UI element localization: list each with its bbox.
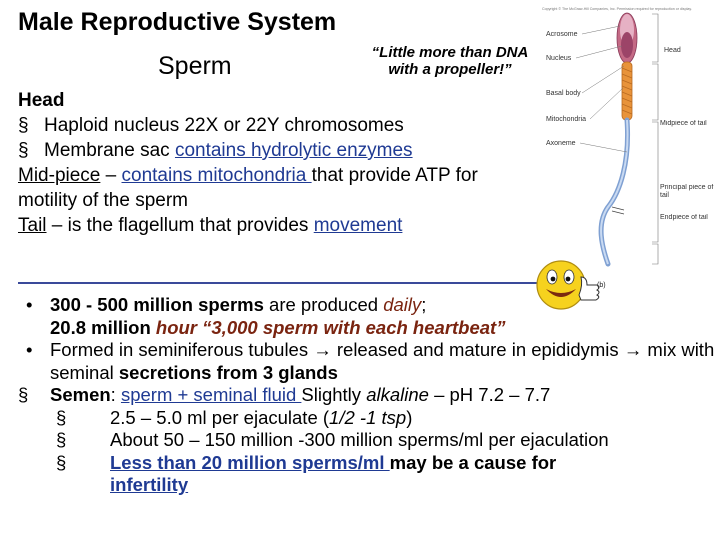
- semen-colon: :: [110, 384, 121, 405]
- sub-infertility: [26, 452, 716, 497]
- thumbs-up-smiley-icon: [531, 255, 613, 313]
- label-acrosome: Acrosome: [546, 31, 578, 38]
- daily-text: daily: [383, 294, 422, 315]
- tail-rest: – is the flagellum that provides: [46, 215, 314, 236]
- formation-text-c: mix with seminal: [50, 339, 715, 383]
- semicolon-text: ;: [421, 294, 427, 315]
- sperm-count-text: 300 - 500 million sperms: [50, 294, 264, 315]
- count-text: About 50 – 150 million -300 million sperms/ml per ejaculation: [110, 429, 609, 450]
- per-hour-count: 20.8 million: [50, 316, 156, 338]
- sperm-diagram: [536, 2, 716, 270]
- break-mark: [612, 207, 624, 210]
- tail-shape: [601, 120, 627, 264]
- low-count-link[interactable]: Less than 20 million sperms/ml: [110, 451, 390, 473]
- bullet-mark: §: [56, 406, 67, 428]
- nucleus-shape: [621, 32, 633, 58]
- bullet-mark: §: [18, 384, 29, 405]
- ph-text: – pH 7.2 – 7.7: [428, 384, 551, 405]
- mitochondria-link[interactable]: contains mitochondria: [121, 165, 312, 186]
- semen-label: Semen: [50, 384, 111, 405]
- midpiece-label: Mid-piece: [18, 165, 101, 186]
- heartbeat-quote: hour “3,000 sperm with each heartbeat”: [155, 316, 506, 338]
- bullet-dot: •: [26, 339, 33, 360]
- page-title: Male Reproductive System: [18, 8, 337, 36]
- label-mitochondria: Mitochondria: [546, 116, 587, 123]
- bullet-semen: [18, 384, 716, 407]
- head-heading: Head: [18, 90, 65, 111]
- bullet-formation: [26, 339, 716, 384]
- head-section: [18, 88, 538, 238]
- infertility-rest: may be a cause for: [389, 451, 557, 473]
- label-endpiece: Endpiece of tail: [660, 214, 708, 221]
- label-midpiece: Midpiece of tail: [660, 120, 707, 127]
- bullet-mark: §: [56, 451, 67, 473]
- label-midpiece-wrap: [660, 120, 714, 150]
- glands-text: secretions from 3 glands: [118, 361, 338, 383]
- midpiece-paragraph: [18, 163, 538, 213]
- page-subtitle: Sperm: [158, 52, 232, 80]
- bullet-dot: •: [26, 294, 33, 315]
- sub-count: [26, 429, 716, 452]
- midpiece-shape: [622, 62, 632, 120]
- tail-paragraph: [18, 213, 538, 238]
- bullet-mark: §: [18, 115, 29, 136]
- tail-label: Tail: [18, 215, 47, 236]
- quote-text: “Little more than DNA with a propeller!”: [371, 44, 529, 78]
- label-endpiece-wrap: [660, 214, 714, 244]
- movement-link[interactable]: movement: [313, 215, 403, 236]
- nucleus-text: Haploid nucleus 22X or 22Y chromosomes: [44, 115, 404, 136]
- volume-text: 2.5 – 5.0 ml per ejaculate (: [110, 406, 330, 428]
- formation-text-a: Formed in seminiferous tubules: [50, 339, 314, 360]
- semen-mid: Slightly: [301, 384, 367, 405]
- seminal-fluid-link[interactable]: sperm + seminal fluid: [120, 384, 302, 405]
- head-bullet-membrane: [18, 138, 538, 163]
- hydrolytic-enzymes-link[interactable]: contains hydrolytic enzymes: [174, 140, 413, 161]
- facts-section: [18, 294, 716, 497]
- midpiece-rest: that provide ATP for motility of the sperm: [18, 165, 478, 211]
- label-basal-body: Basal body: [546, 90, 581, 97]
- volume-end: ): [406, 406, 413, 428]
- break-mark: [612, 211, 624, 214]
- label-b: (b): [597, 282, 606, 289]
- diagram-copyright: Copyright © The McGraw-Hill Companies, Inc. Permission required for reproduction or display.: [542, 7, 692, 11]
- label-principal-wrap: [660, 184, 714, 214]
- arrow-icon: →: [313, 339, 332, 360]
- head-bullet-nucleus: [18, 113, 538, 138]
- infertility-link[interactable]: infertility: [110, 474, 189, 495]
- sub-volume: [26, 407, 716, 430]
- section-divider: [18, 282, 573, 284]
- right-brackets: [652, 14, 658, 264]
- produced-text: are produced: [263, 294, 384, 315]
- midpiece-dash: –: [100, 165, 122, 186]
- label-principal: Principal piece of tail: [660, 184, 714, 199]
- label-nucleus: Nucleus: [546, 55, 572, 62]
- volume-tsp: 1/2 -1 tsp: [329, 406, 407, 428]
- alkaline-text: alkaline: [366, 384, 429, 405]
- label-head: Head: [664, 47, 681, 54]
- bullet-mark: §: [56, 429, 67, 450]
- bullet-mark: §: [18, 140, 29, 161]
- formation-text-b: released and mature in epididymis: [331, 339, 624, 360]
- arrow-icon: →: [623, 339, 643, 360]
- membrane-text: Membrane sac: [44, 140, 175, 161]
- label-axoneme: Axoneme: [546, 140, 576, 147]
